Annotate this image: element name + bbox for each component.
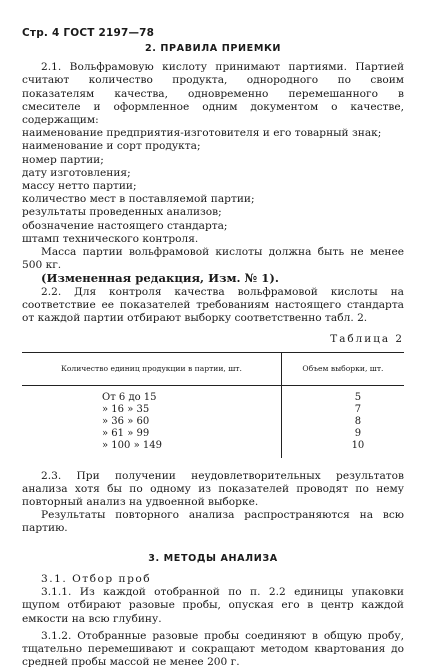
table-cell-sample: 10 [351, 439, 365, 451]
table-header-sample: Объем выборки, шт. [281, 353, 404, 385]
document-contents-list [22, 127, 404, 246]
table-row [22, 416, 404, 428]
table-row [22, 385, 404, 404]
sampling-table [22, 352, 404, 457]
table-title: Таблица 2 [330, 333, 404, 346]
paragraph-3-1: 3.1. Отбор проб [41, 572, 152, 585]
table-row [22, 440, 404, 458]
section-2-title: 2. ПРАВИЛА ПРИЕМКИ [144, 43, 282, 54]
list-item: номер партии; [22, 153, 104, 166]
table-cell-range: От 6 до 15 [22, 385, 281, 404]
list-item: штамп технического контроля. [22, 232, 199, 245]
paragraph-2-3-results: Результаты повторного анализа распространяются на всю партию. [22, 509, 404, 535]
paragraph-2-2: 2.2. Для контроля качества вольфрамовой кислоты на соответствие ее показателей требованиям настоящего стандарта от каждой партии отбирают выборку соответственно табл. 2. [22, 285, 404, 325]
list-item: результаты проведенных анализов; [22, 206, 222, 219]
table-cell-range: » 61 » 99 [22, 428, 281, 440]
paragraph-3-1-1: 3.1.1. Из каждой отобранной по п. 2.2 единицы упаковки щупом отбирают разовые пробы, опуская его в центр каждой емкости на всю глубину. [22, 586, 404, 625]
paragraph-mass: Масса партии вольфрамовой кислоты должна быть не менее 500 кг. [22, 246, 404, 272]
table-cell-range: » 36 » 60 [22, 416, 281, 428]
paragraph-2-1: 2.1. Вольфрамовую кислоту принимают партиями. Партией считают количество продукта, однородного по своим показателям качества, одновременно перемешанного в смесителе и оформленное одним документом о качестве, содержащим: [22, 61, 404, 127]
table-cell-range: » 16 » 35 [22, 404, 281, 416]
paragraph-2-3: 2.3. При получении неудовлетворительных результатов анализа хотя бы по одному из показателей проводят по нему повторный анализ на удвоенной выборке. [22, 469, 404, 509]
list-item: наименование и сорт продукта; [22, 140, 201, 153]
list-item: массу нетто партии; [22, 180, 137, 193]
paragraph-3-1-2: 3.1.2. Отобранные разовые пробы соединяют в общую пробу, тщательно перемешивают и сокращают методом квартования до средней пробы массой не менее 200 г. [22, 629, 404, 669]
amendment-note: (Измененная редакция, Изм. № 1). [41, 271, 279, 286]
page-header: Стр. 4 ГОСТ 2197—78 [22, 27, 155, 39]
section-3-title: 3. МЕТОДЫ АНАЛИЗА [148, 552, 278, 564]
table-row [22, 428, 404, 440]
list-item: наименование предприятия-изготовителя и его товарный знак; [22, 127, 382, 140]
table-cell-range: » 100 » 149 [22, 440, 281, 458]
table-cell-sample: 8 [354, 415, 362, 427]
list-item: дату изготовления; [22, 166, 131, 179]
table-cell-sample: 9 [354, 427, 362, 439]
table-header-quantity: Количество единиц продукции в партии, шт. [22, 353, 281, 385]
table-row [22, 404, 404, 416]
list-item: количество мест в поставляемой партии; [22, 193, 255, 206]
table-cell-sample: 5 [354, 391, 362, 403]
table-cell-sample: 7 [354, 403, 362, 415]
list-item: обозначение настоящего стандарта; [22, 219, 228, 232]
